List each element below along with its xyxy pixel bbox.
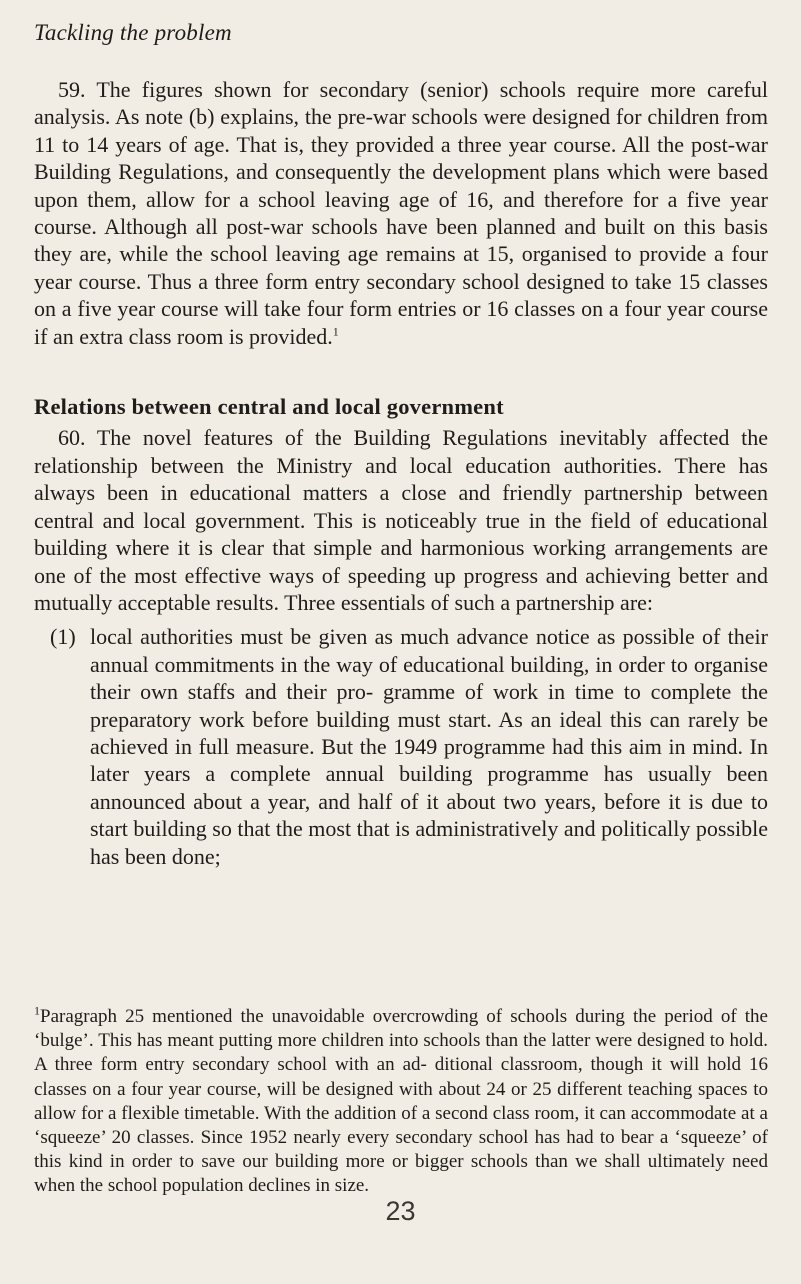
paragraph-59-text: 59. The figures shown for secondary (senior) schools require more careful analysis. As note (b) explains, the pre-war schools were designed for children from 11 to 14 years of age. That is, they provided a three year course. All the post-war Building Regulations, and consequently the development plans which were based upon them, allow for a school leaving age of 16, and therefore for a five year course. Although all post-war schools have been planned and built on this basis they are, while the school leaving age remains at 15, organised to provide a four year course. Thus a three form entry secondary school designed to take 15 classes on a five year course will take four form entries or 16 classes on a four year course if an extra class room is provided. <box>34 77 768 349</box>
page-number: 23 <box>385 1196 416 1226</box>
list-item-text: local authorities must be given as much advance notice as possible of their annual commitments in the way of educational building, in order to organise their own staffs and their pro- gramme of work in time to complete the preparatory work before building must start. As an ideal this can rarely be achieved in full measure. But the 1949 programme had this aim in mind. In later years a complete annual building programme has usually been announced about a year, and half of it about two years, before it is due to start building so that the most that is administratively and politically possible has been done; <box>90 624 768 869</box>
paragraph-59 <box>34 76 768 350</box>
footnote-reference: 1 <box>332 324 339 339</box>
footnote-text: Paragraph 25 mentioned the unavoidable overcrowding of schools during the period of the ‘bulge’. This has meant putting more children into schools than the latter were designed to hold. A three form entry secondary school with an ad- ditional classroom, though it will hold 16 classes on a four year course, will be designed with about 24 or 25 different teaching spaces to allow for a flexible timetable. With the addition of a second class room, it can accommodate at a ‘squeeze’ 20 classes. Since 1952 nearly every secondary school has had to bear a ‘squeeze’ of this kind in order to save our building more or bigger schools than we shall ultimately need when the school population declines in size. <box>34 1006 768 1197</box>
running-head: Tackling the problem <box>34 20 232 45</box>
list-item-number: (1) <box>50 624 76 650</box>
paragraph-60: 60. The novel features of the Building Regulations inevitably affected the relationship between the Ministry and local education authorities. There has always been in educational matters a close and friendly partnership between central and local government. This is noticeably true in the field of educational building where it is clear that simple and harmonious working arrangements are one of the most effective ways of speeding up progress and achieving better and mutually acceptable results. Three essentials of such a partnership are: <box>34 425 768 615</box>
main-text <box>34 76 768 870</box>
list-item <box>34 623 768 870</box>
footnote-mark: 1 <box>34 1003 40 1018</box>
section-heading: Relations between central and local government <box>34 394 504 420</box>
footnote <box>34 1005 768 1199</box>
